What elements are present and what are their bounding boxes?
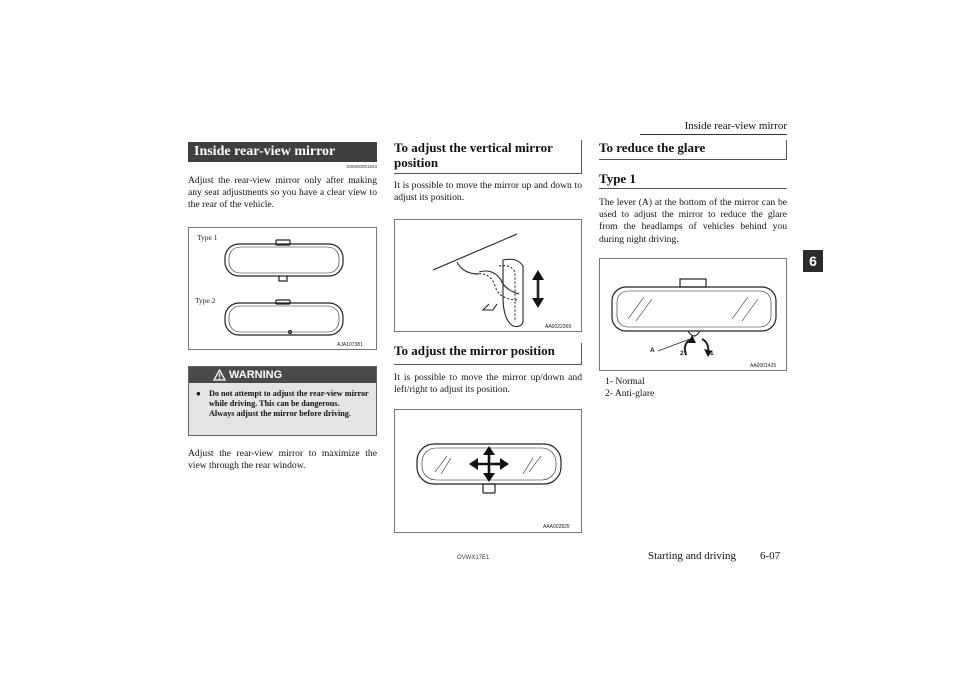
section-title-banner: Inside rear-view mirror (188, 142, 377, 162)
figure-code: AA0001425 (750, 363, 777, 369)
position-label-2: 2 (680, 350, 684, 357)
section-doc-code: E00600901943 (346, 164, 377, 169)
vertical-position-text: It is possible to move the mirror up and down to adjust its position. (394, 180, 582, 204)
reduce-glare-text: The lever (A) at the bottom of the mirror can be used to adjust the mirror to reduce the glare from the headlamps of vehicles behind you during night driving. (599, 197, 787, 245)
position-adjust-figure (394, 409, 582, 533)
anti-glare-figure (599, 258, 787, 371)
type1-subtitle: Type 1 (599, 171, 787, 189)
warning-heading: WARNING (229, 369, 283, 381)
footer-page-number: 6-07 (760, 550, 781, 562)
outro-paragraph: Adjust the rear-view mirror to maximize the view through the rear window. (188, 448, 377, 472)
type2-label: Type 2 (195, 296, 216, 305)
mirror-types-illustration (189, 228, 376, 349)
figure-code: AAA002825 (543, 524, 570, 530)
warning-line-2: Always adjust the mirror before driving. (209, 409, 351, 418)
type1-label: Type 1 (197, 233, 218, 242)
figure-code: AJA107381 (337, 342, 363, 348)
legend-anti-glare: 2- Anti-glare (605, 388, 655, 399)
header-rule (640, 134, 787, 135)
vertical-adjust-figure (394, 219, 582, 332)
figure-code: AA0022369 (545, 324, 572, 330)
legend-normal: 1- Normal (605, 376, 645, 387)
lever-label-a: A (650, 347, 655, 354)
reduce-glare-title: To reduce the glare (599, 140, 787, 160)
chapter-tab[interactable]: 6 (803, 250, 823, 272)
mirror-types-figure (188, 227, 377, 350)
warning-header (189, 367, 376, 383)
running-header-title: Inside rear-view mirror (684, 120, 787, 132)
footer-doc-code: OVWX17E1 (457, 555, 490, 561)
footer-section-name: Starting and driving (648, 550, 736, 562)
vertical-position-title: To adjust the vertical mirror position (394, 140, 582, 174)
anti-glare-illustration (600, 259, 786, 370)
warning-text (209, 389, 373, 419)
mirror-position-text: It is possible to move the mirror up/down and left/right to adjust its position. (394, 372, 582, 396)
position-adjust-illustration (395, 410, 581, 532)
mirror-position-title: To adjust the mirror position (394, 343, 582, 365)
warning-line-1: Do not attempt to adjust the rear-view mirror while driving. This can be dangerous. (209, 389, 369, 408)
warning-box (188, 366, 377, 436)
warning-bullet-icon: ● (196, 389, 201, 398)
vertical-adjust-illustration (395, 220, 581, 331)
position-label-1: 1 (710, 350, 714, 357)
intro-paragraph: Adjust the rear-view mirror only after making any seat adjustments so you have a clear view to the rear of the vehicle. (188, 175, 377, 211)
warning-triangle-icon (213, 369, 226, 381)
